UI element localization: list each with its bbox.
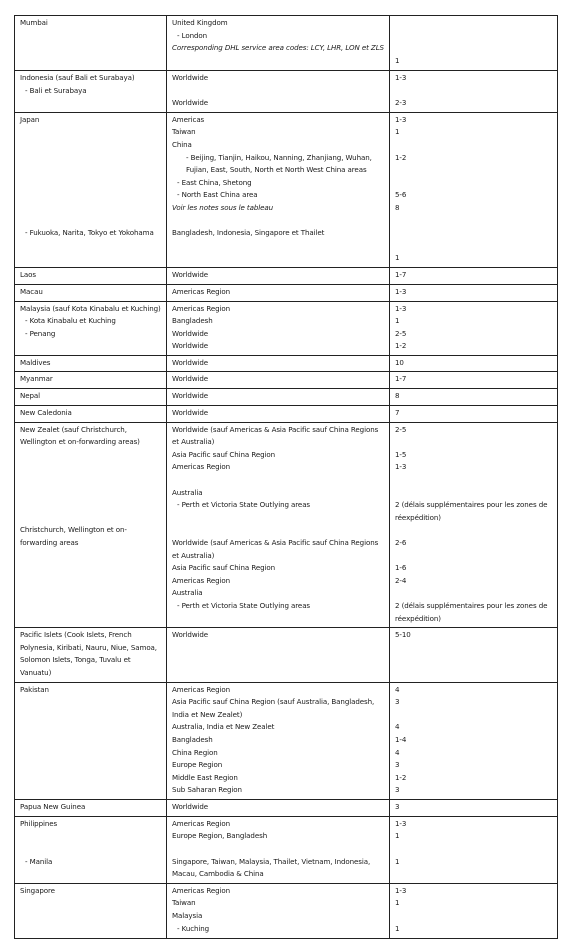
- table-row: [15, 112, 558, 267]
- cell-line: Australia: [172, 487, 203, 497]
- blank-line: [395, 709, 553, 722]
- service-area-cell: [167, 816, 390, 883]
- blank-line: [20, 843, 162, 856]
- blank-line: [395, 240, 553, 253]
- transit-days-cell: [390, 682, 558, 799]
- cell-line: Europe Region: [172, 760, 223, 770]
- cell-line: 1: [395, 127, 400, 137]
- cell-line: Malaysia: [172, 911, 203, 921]
- blank-line: [172, 512, 385, 525]
- cell-line: Mumbai: [20, 18, 48, 27]
- table-body: [15, 16, 558, 939]
- cell-line: 3: [395, 801, 400, 811]
- cell-line: Americas Region: [172, 303, 230, 313]
- transit-days-cell: [390, 301, 558, 355]
- cell-line: 8: [395, 202, 400, 212]
- cell-line: - Kota Kinabalu et Kuching: [25, 316, 116, 326]
- country-cell: [15, 71, 167, 113]
- table-row: [15, 301, 558, 355]
- cell-line: Maldives: [20, 357, 51, 367]
- blank-line: [20, 487, 162, 500]
- table-row: [15, 406, 558, 423]
- cell-line: 10: [395, 357, 404, 367]
- country-cell: [15, 799, 167, 816]
- cell-line: Nepal: [20, 391, 40, 401]
- table-row: [15, 422, 558, 628]
- cell-line: Worldwide: [172, 341, 209, 351]
- cell-line: 1-3: [395, 818, 407, 828]
- transit-days-cell: [390, 112, 558, 267]
- service-area-cell: [167, 406, 390, 423]
- cell-line: 1-3: [395, 303, 407, 313]
- cell-line: Americas Region: [172, 818, 230, 828]
- cell-line: 5-10: [395, 630, 411, 640]
- blank-line: [395, 164, 553, 177]
- table-row: [15, 816, 558, 883]
- table-row: [15, 389, 558, 406]
- blank-line: [20, 215, 162, 228]
- cell-line: Laos: [20, 269, 36, 279]
- table-row: [15, 682, 558, 799]
- country-cell: [15, 16, 167, 71]
- cell-line: Europe Region, Bangladesh: [172, 831, 268, 841]
- blank-line: [395, 474, 553, 487]
- cell-line: Sub Saharan Region: [172, 785, 242, 795]
- table-row: [15, 267, 558, 284]
- blank-line: [395, 487, 553, 500]
- blank-line: [395, 436, 553, 449]
- service-area-cell: [167, 301, 390, 355]
- cell-line: 1-3: [395, 462, 407, 472]
- cell-line: 2 (délais supplémentaires pour les zones de réexpédition): [395, 500, 548, 522]
- service-area-cell: [167, 883, 390, 938]
- blank-line: [172, 843, 385, 856]
- blank-line: [20, 461, 162, 474]
- cell-line: United Kingdom: [172, 18, 228, 27]
- country-cell: [15, 422, 167, 628]
- cell-line: Taiwan: [172, 127, 196, 137]
- blank-line: [395, 42, 553, 55]
- cell-line: China: [172, 139, 192, 149]
- cell-line: Pakistan: [20, 684, 49, 694]
- cell-line: Voir les notes sous le tableau: [172, 202, 274, 212]
- country-cell: [15, 372, 167, 389]
- cell-line: Worldwide: [172, 630, 209, 640]
- country-cell: [15, 883, 167, 938]
- cell-line: New Zealet (sauf Christchurch, Wellington et on-forwarding areas): [20, 424, 140, 447]
- cell-line: 1: [395, 856, 400, 866]
- blank-line: [20, 189, 162, 202]
- blank-line: [20, 474, 162, 487]
- cell-line: 4: [395, 747, 400, 757]
- transit-days-cell: [390, 355, 558, 372]
- table-row: [15, 71, 558, 113]
- blank-line: [395, 215, 553, 228]
- table-row: [15, 16, 558, 71]
- cell-line: Corresponding DHL service area codes: LCY, LHR, LON et ZLS: [172, 43, 384, 53]
- cell-line: 2-6: [395, 538, 407, 547]
- service-area-cell: [167, 628, 390, 682]
- cell-line: 4: [395, 722, 400, 732]
- service-area-cell: [167, 682, 390, 799]
- cell-line: Worldwide (sauf Americas & Asia Pacific sauf China Regions et Australia): [172, 538, 379, 560]
- cell-line: Worldwide: [172, 269, 209, 279]
- blank-line: [395, 910, 553, 923]
- blank-line: [20, 512, 162, 525]
- cell-line: 1-2: [395, 152, 407, 162]
- blank-line: [20, 449, 162, 462]
- transit-days-cell: [390, 16, 558, 71]
- table-row: [15, 799, 558, 816]
- blank-line: [395, 843, 553, 856]
- service-area-cell: [167, 112, 390, 267]
- blank-line: [20, 139, 162, 152]
- country-cell: [15, 816, 167, 883]
- transit-days-cell: [390, 628, 558, 682]
- cell-line: 1-6: [395, 563, 407, 573]
- country-cell: [15, 389, 167, 406]
- cell-line: - Bali et Surabaya: [25, 85, 87, 95]
- cell-line: 1: [395, 55, 400, 65]
- cell-line: 1-5: [395, 449, 407, 459]
- blank-line: [395, 85, 553, 98]
- cell-line: Asia Pacific sauf China Region: [172, 449, 276, 459]
- cell-line: Americas Region: [172, 684, 230, 694]
- transit-days-cell: [390, 372, 558, 389]
- table-row: [15, 372, 558, 389]
- cell-line: Australia: [172, 588, 203, 598]
- blank-line: [395, 524, 553, 537]
- transit-days-cell: [390, 71, 558, 113]
- blank-line: [395, 139, 553, 152]
- country-cell: [15, 301, 167, 355]
- transit-days-cell: [390, 799, 558, 816]
- blank-line: [172, 474, 385, 487]
- cell-line: 1-7: [395, 374, 407, 384]
- cell-line: Worldwide: [172, 374, 209, 384]
- cell-line: Myanmar: [20, 374, 53, 384]
- cell-line: Worldwide (sauf Americas & Asia Pacific sauf China Regions et Australia): [172, 424, 379, 447]
- cell-line: Philippines: [20, 818, 58, 828]
- cell-line: Bangladesh: [172, 734, 213, 744]
- cell-line: 8: [395, 391, 400, 401]
- blank-line: [20, 499, 162, 512]
- country-cell: [15, 406, 167, 423]
- blank-line: [395, 227, 553, 240]
- blank-line: [20, 202, 162, 215]
- transit-times-table: [14, 15, 558, 939]
- cell-line: 1-3: [395, 286, 407, 296]
- cell-line: Singapore: [20, 885, 55, 895]
- service-area-cell: [167, 355, 390, 372]
- cell-line: 1-2: [395, 772, 407, 782]
- cell-line: 1-3: [395, 73, 407, 82]
- blank-line: [395, 587, 553, 600]
- cell-line: Papua New Guinea: [20, 801, 86, 811]
- transit-days-cell: [390, 816, 558, 883]
- cell-line: - London: [177, 30, 208, 40]
- table-row: [15, 628, 558, 682]
- transit-days-cell: [390, 389, 558, 406]
- cell-line: Worldwide: [172, 408, 209, 418]
- cell-line: Worldwide: [172, 801, 209, 811]
- cell-line: Worldwide: [172, 98, 209, 108]
- cell-line: Bangladesh: [172, 316, 213, 326]
- cell-line: Americas Region: [172, 286, 230, 296]
- cell-line: Americas Region: [172, 885, 230, 895]
- cell-line: Asia Pacific sauf China Region: [172, 563, 276, 573]
- country-cell: [15, 112, 167, 267]
- table-row: [15, 883, 558, 938]
- cell-line: Japan: [20, 114, 40, 124]
- blank-line: [20, 164, 162, 177]
- cell-line: 2 (délais supplémentaires pour les zones de réexpédition): [395, 600, 548, 623]
- service-area-cell: [167, 389, 390, 406]
- cell-line: 1-4: [395, 734, 407, 744]
- cell-line: Christchurch, Wellington et on-forwarding areas: [20, 525, 127, 547]
- cell-line: Americas Region: [172, 462, 230, 472]
- cell-line: 5-6: [395, 190, 407, 200]
- country-cell: [15, 355, 167, 372]
- cell-line: - Fukuoka, Narita, Tokyo et Yokohama: [25, 228, 154, 238]
- blank-line: [395, 177, 553, 190]
- cell-line: 2-5: [395, 424, 407, 434]
- cell-line: - Penang: [25, 328, 56, 338]
- cell-line: 1: [395, 898, 400, 908]
- cell-line: Bangladesh, Indonesia, Singapore et Thailet: [172, 228, 325, 238]
- service-area-cell: [167, 284, 390, 301]
- cell-line: 1-2: [395, 341, 407, 351]
- blank-line: [172, 524, 385, 537]
- blank-line: [395, 17, 553, 30]
- country-cell: [15, 284, 167, 301]
- cell-line: 1: [395, 923, 400, 933]
- cell-line: Worldwide: [172, 391, 209, 401]
- cell-line: - Beijing, Tianjin, Haikou, Nanning, Zhanjiang, Wuhan, Fujian, East, South, North et North West China areas: [186, 152, 372, 175]
- blank-line: [20, 177, 162, 190]
- cell-line: Macau: [20, 286, 43, 296]
- blank-line: [172, 85, 385, 98]
- blank-line: [395, 30, 553, 43]
- service-area-cell: [167, 71, 390, 113]
- cell-line: Worldwide: [172, 357, 209, 367]
- transit-days-cell: [390, 883, 558, 938]
- service-area-cell: [167, 372, 390, 389]
- cell-line: 3: [395, 760, 400, 770]
- cell-line: New Caledonia: [20, 408, 72, 418]
- cell-line: - Manila: [25, 856, 53, 866]
- cell-line: 4: [395, 684, 400, 694]
- cell-line: Singapore, Taiwan, Malaysia, Thailet, Vietnam, Indonesia, Macau, Cambodia & China: [172, 856, 371, 879]
- cell-line: China Region: [172, 747, 218, 757]
- transit-days-cell: [390, 267, 558, 284]
- transit-days-cell: [390, 284, 558, 301]
- transit-days-cell: [390, 422, 558, 628]
- transit-days-cell: [390, 406, 558, 423]
- cell-line: 2-5: [395, 328, 407, 338]
- cell-line: 7: [395, 408, 400, 418]
- cell-line: Australia, India et New Zealet: [172, 722, 275, 732]
- blank-line: [20, 830, 162, 843]
- blank-line: [395, 550, 553, 563]
- cell-line: 3: [395, 697, 400, 707]
- service-area-cell: [167, 16, 390, 71]
- cell-line: 2-3: [395, 98, 407, 108]
- cell-line: Americas Region: [172, 575, 230, 585]
- cell-line: 1-3: [395, 885, 407, 895]
- cell-line: - North East China area: [177, 190, 258, 200]
- cell-line: - Kuching: [177, 923, 210, 933]
- cell-line: 1: [395, 253, 400, 263]
- cell-line: Malaysia (sauf Kota Kinabalu et Kuching): [20, 303, 161, 313]
- cell-line: 1-7: [395, 269, 407, 279]
- cell-line: - Perth et Victoria State Outlying areas: [177, 600, 311, 610]
- country-cell: [15, 267, 167, 284]
- service-area-cell: [167, 799, 390, 816]
- table-row: [15, 355, 558, 372]
- cell-line: Pacific Islets (Cook Islets, French Polynesia, Kiribati, Nauru, Niue, Samoa, Solomon Islets, Tonga, Tuvalu et Vanuatu): [20, 630, 157, 677]
- country-cell: [15, 628, 167, 682]
- cell-line: 2-4: [395, 575, 407, 585]
- cell-line: - Perth et Victoria State Outlying areas: [177, 500, 311, 510]
- cell-line: 1-3: [395, 114, 407, 124]
- blank-line: [20, 126, 162, 139]
- cell-line: Asia Pacific sauf China Region (sauf Australia, Bangladesh, India et New Zealet): [172, 697, 375, 719]
- cell-line: 1: [395, 316, 400, 326]
- cell-line: Indonesia (sauf Bali et Surabaya): [20, 73, 135, 82]
- blank-line: [172, 215, 385, 228]
- cell-line: - East China, Shetong: [177, 177, 252, 187]
- cell-line: Middle East Region: [172, 772, 238, 782]
- cell-line: 3: [395, 785, 400, 795]
- blank-line: [20, 152, 162, 165]
- service-area-cell: [167, 422, 390, 628]
- cell-line: Worldwide: [172, 73, 209, 82]
- cell-line: Americas: [172, 114, 205, 124]
- country-cell: [15, 682, 167, 799]
- cell-line: Worldwide: [172, 328, 209, 338]
- service-area-cell: [167, 267, 390, 284]
- cell-line: 1: [395, 831, 400, 841]
- table-row: [15, 284, 558, 301]
- cell-line: Taiwan: [172, 898, 196, 908]
